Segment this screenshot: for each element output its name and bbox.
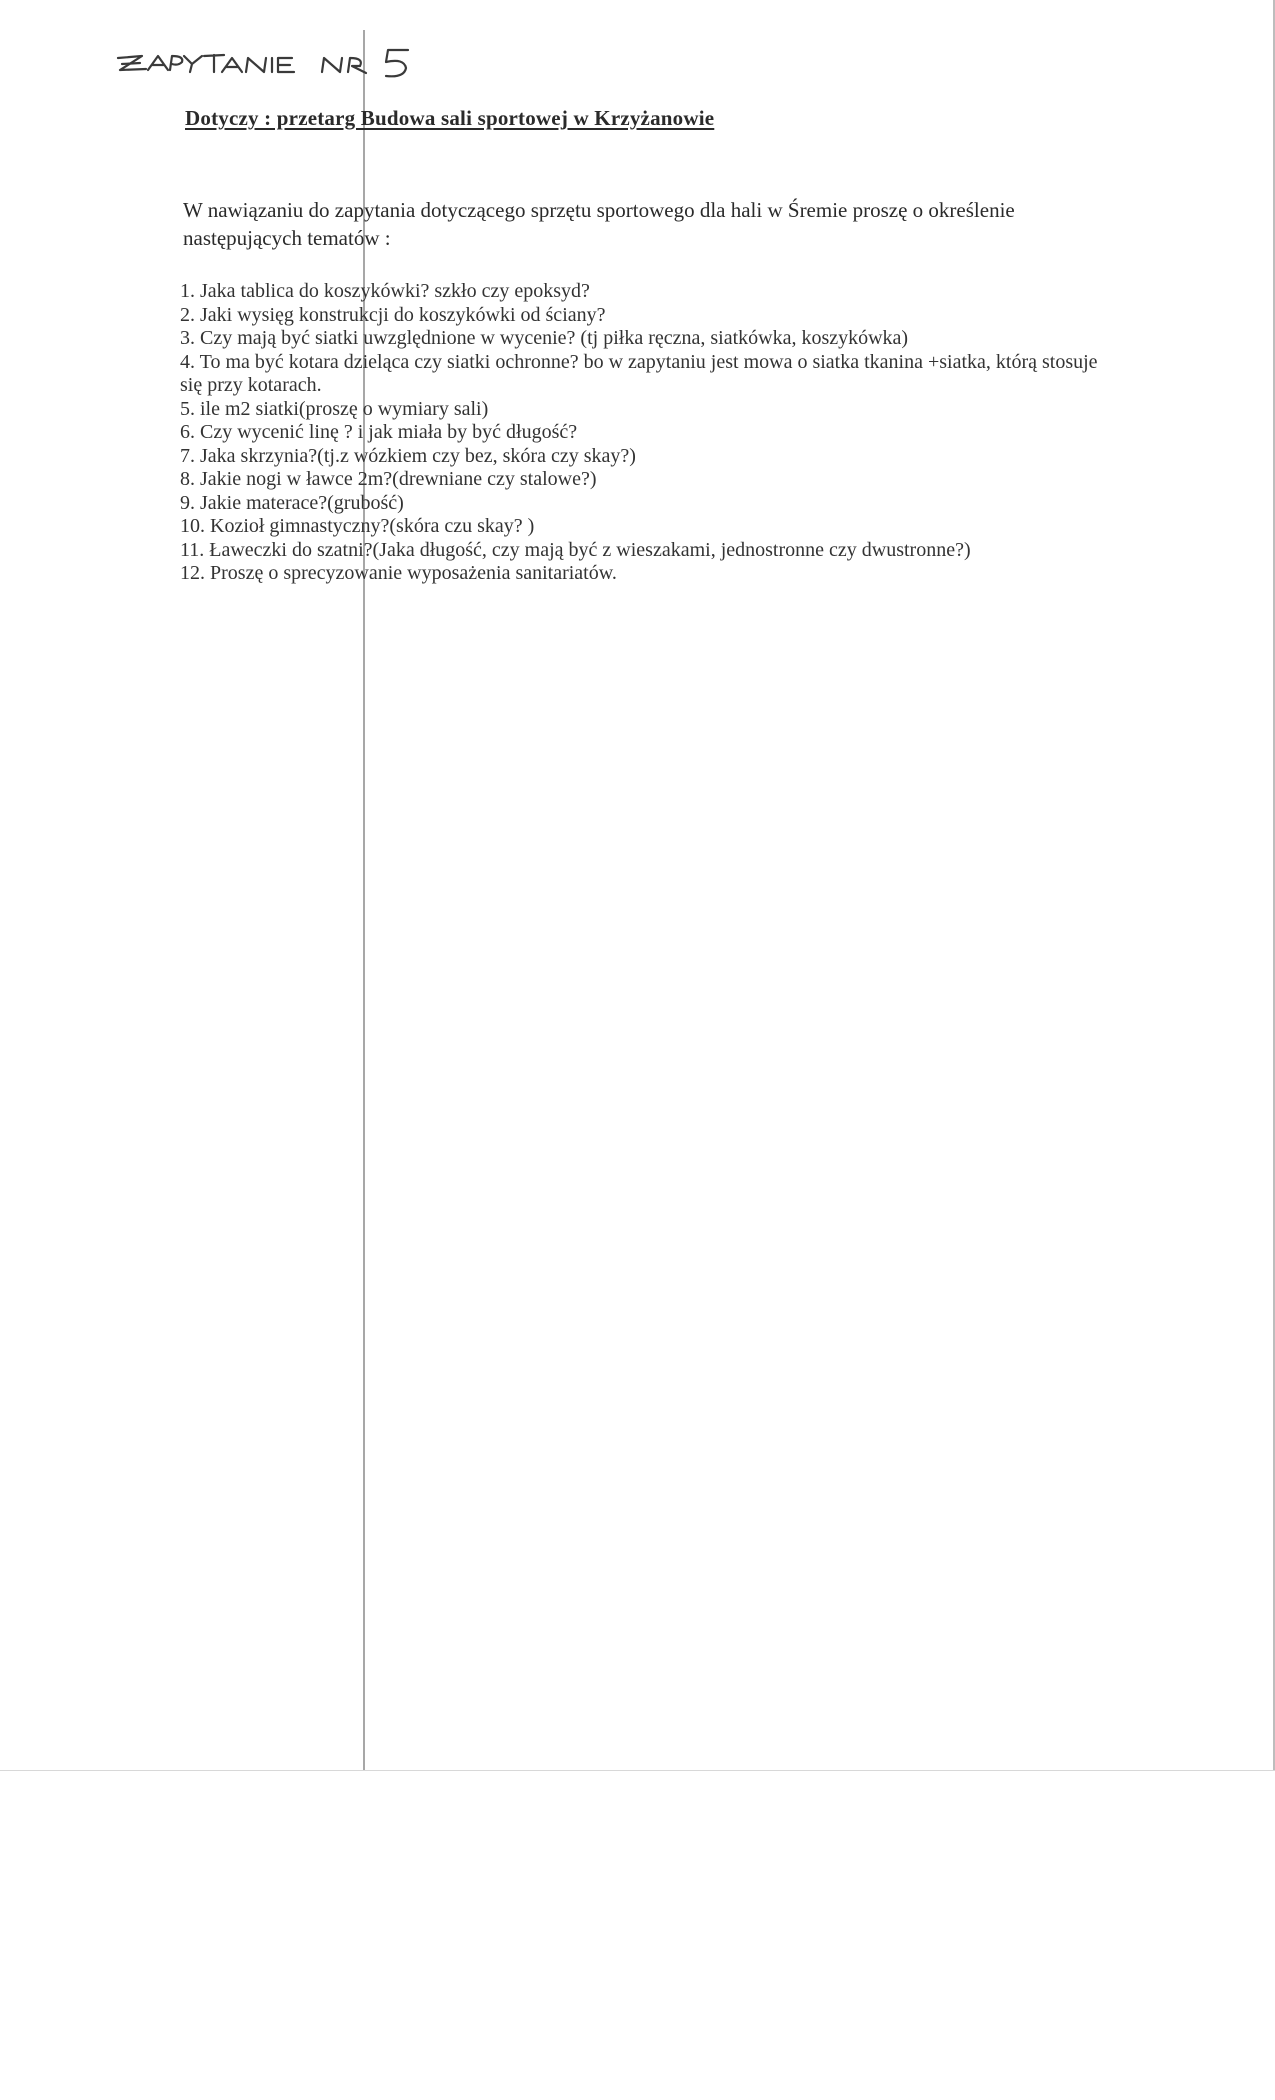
document-subject: Dotyczy : przetarg Budowa sali sportowej w Krzyżanowie	[185, 106, 715, 130]
question-item: 8. Jakie nogi w ławce 2m?(drewniane czy stalowe?)	[180, 468, 597, 490]
handwritten-heading	[112, 36, 532, 88]
question-item: 7. Jaka skrzynia?(tj.z wózkiem czy bez, skóra czy skay?)	[180, 444, 636, 467]
question-item: 6. Czy wycenić linę ? i jak miała by być długość?	[180, 421, 578, 443]
question-item: 4. To ma być kotara dzieląca czy siatki ochronne? bo w zapytaniu jest mowa o siatka tkanina +siatka, którą stosuje się przy kotarach.	[180, 350, 1098, 396]
question-item: 12. Proszę o sprecyzowanie wyposażenia sanitariatów.	[180, 562, 617, 584]
questions-list	[180, 280, 1120, 586]
question-item: 9. Jakie materace?(grubość)	[180, 491, 404, 514]
question-item: 3. Czy mają być siatki uwzględnione w wycenie? (tj piłka ręczna, siatkówka, koszykówka)	[180, 327, 909, 349]
question-item: 10. Kozioł gimnastyczny?(skóra czu skay? )	[180, 515, 535, 537]
question-item: 11. Ławeczki do szatni?(Jaka długość, czy mają być z wieszakami, jednostronne czy dwustronne?)	[180, 538, 971, 561]
question-item: 5. ile m2 siatki(proszę o wymiary sali)	[180, 397, 489, 420]
intro-paragraph: W nawiązaniu do zapytania dotyczącego sprzętu sportowego dla hali w Śremie proszę o określenie następujących tematów :	[183, 198, 1015, 250]
question-item: 1. Jaka tablica do koszykówki? szkło czy epoksyd?	[180, 280, 590, 302]
question-item: 2. Jaki wysięg konstrukcji do koszykówki od ściany?	[180, 303, 606, 326]
